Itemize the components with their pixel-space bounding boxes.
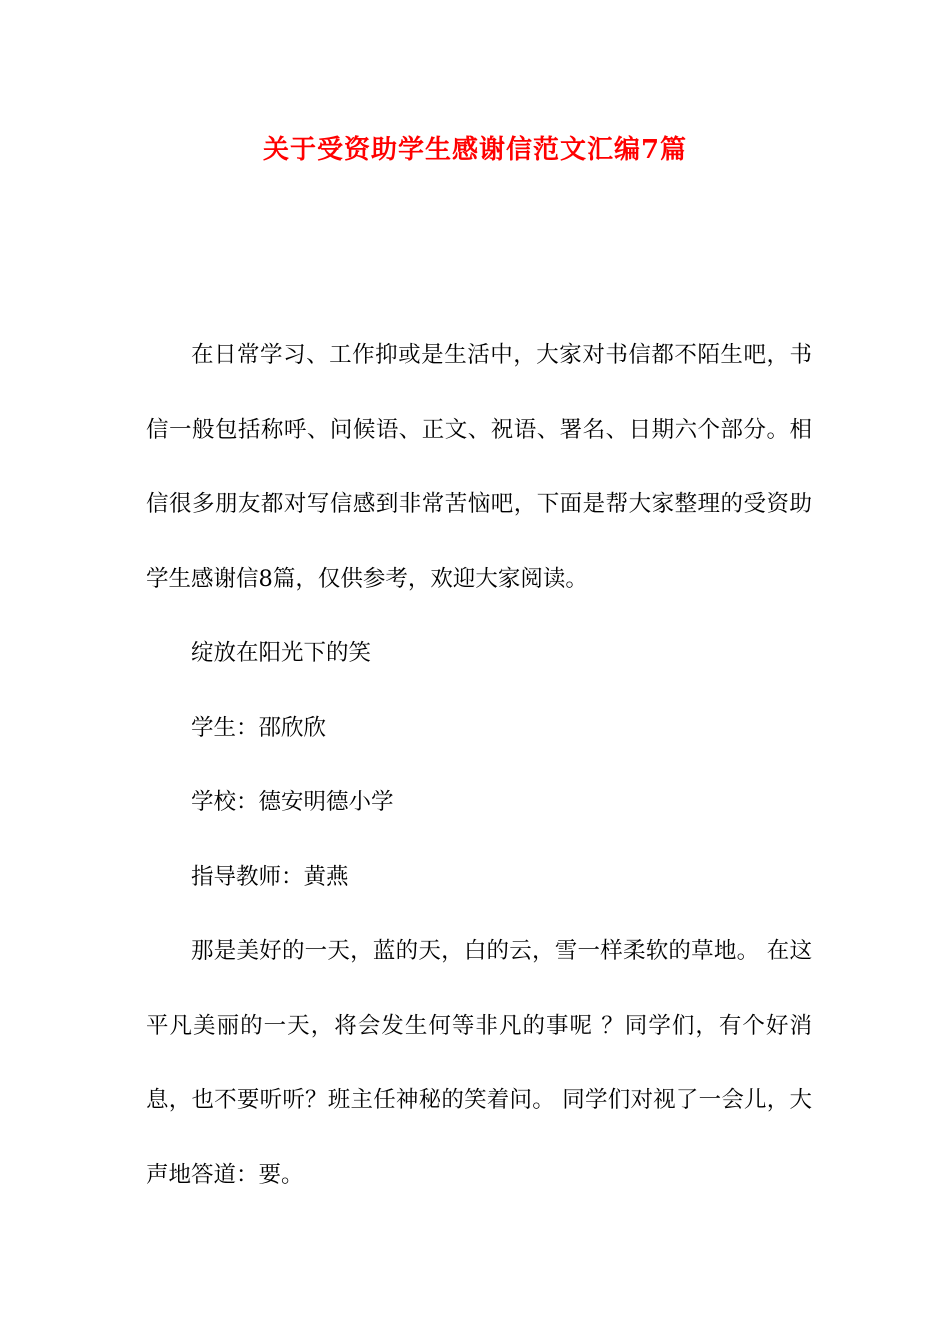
- document-body: [146, 318, 812, 1212]
- school-line: 学校：德安明德小学: [191, 789, 394, 815]
- student-line: 学生：邵欣欣: [191, 714, 327, 741]
- teacher-line: 指导教师：黄燕: [191, 863, 349, 890]
- intro-paragraph: 在日常学习、工作抑或是生活中，大家对书信都不陌生吧，书信一般包括称呼、问候语、正文、祝语、署名、日期六个部分。相信很多朋友都对写信感到非常苦恼吧，下面是帮大家整理的受资助学生感谢信8篇，仅供参考，欢迎大家阅读。: [146, 342, 812, 592]
- story-paragraph: 那是美好的一天，蓝的天，白的云，雪一样柔软的草地。 在这平凡美丽的一天，将会发生何等非凡的事呢 ？同学们，有个好消息，也不要听听？班主任神秘的笑着问。 同学们对视了一会儿，大声地答道：要。: [146, 938, 812, 1188]
- document-title: 关于受资助学生感谢信范文汇编7篇: [262, 135, 688, 165]
- letter-heading: 绽放在阳光下的笑: [191, 640, 372, 666]
